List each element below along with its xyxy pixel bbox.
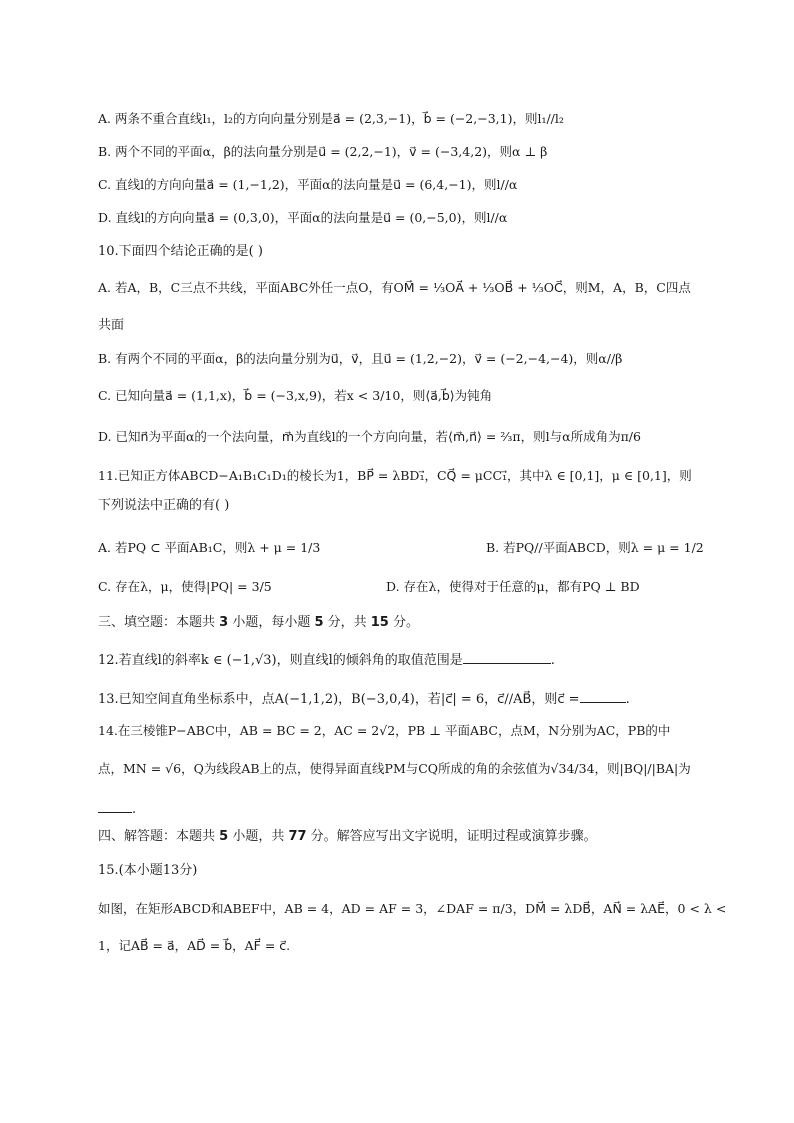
q11-option-d: D. 存在λ，使得对于任意的μ，都有PQ ⊥ BD: [386, 579, 640, 594]
q15-line-2: 1，记AB⃗ = a⃗，AD⃗ = b⃗，AF⃗ = c⃗.: [98, 938, 291, 953]
q10-stem: 10.下面四个结论正确的是( ): [98, 244, 263, 259]
q9-option-c: C. 直线l的方向向量a⃗ = (1,−1,2)，平面α的法向量是u⃗ = (6,4,−1)，则l//α: [98, 177, 518, 192]
q13-answer-blank[interactable]: [580, 688, 626, 703]
q9-option-d: D. 直线l的方向向量a⃗ = (0,3,0)，平面α的法向量是u⃗ = (0,−5,0)，则l//α: [98, 210, 508, 225]
q14-answer-blank[interactable]: [98, 798, 132, 813]
q14-answer: .: [98, 798, 698, 819]
q10-option-b: B. 有两个不同的平面α，β的法向量分别为u⃗，v⃗，且u⃗ = (1,2,−2)，v⃗ = (−2,−4,−4)，则α//β: [98, 351, 623, 366]
q11-stem-cont: 下列说法中正确的有( ): [98, 498, 230, 513]
q15-line-1: 如图，在矩形ABCD和ABEF中，AB = 4，AD = AF = 3，∠DAF = π/3，DM⃗ = λDB⃗，AN⃗ = λAE⃗，0 < λ <: [98, 901, 727, 916]
q12: 12.若直线l的斜率k ∈ (−1,√3)，则直线l的倾斜角的取值范围是 .: [98, 649, 698, 670]
q11-option-c: C. 存在λ，μ，使得|PQ| = 3/5: [98, 579, 272, 594]
q11-options-row-1: [98, 539, 704, 557]
q10-option-d: D. 已知n⃗为平面α的一个法向量，m⃗为直线l的一个方向向量，若⟨m⃗,n⃗⟩ = ⅔π，则l与α所成角为π/6: [98, 429, 641, 444]
q15-head: 15.(本小题13分): [98, 863, 198, 878]
q9-option-b: B. 两个不同的平面α，β的法向量分别是u⃗ = (2,2,−1)，v⃗ = (−3,4,2)，则α ⊥ β: [98, 144, 548, 159]
q10-option-a: A. 若A，B，C三点不共线，平面ABC外任一点O，有OM⃗ = ⅓OA⃗ + ⅓OB⃗ + ⅓OC⃗，则M，A，B，C四点: [98, 280, 691, 295]
section-4-title: 四、解答题：本题共 5 小题，共 77 分。解答应写出文字说明，证明过程或演算步骤。: [98, 829, 597, 844]
q14-line-1: 14.在三棱锥P−ABC中，AB = BC = 2，AC = 2√2，PB ⊥ 平面ABC，点M，N分别为AC，PB的中: [98, 723, 671, 738]
q14-line-2: 点，MN = √6，Q为线段AB上的点，使得异面直线PM与CQ所成的角的余弦值为√34/34，则|BQ|/|BA|为: [98, 761, 691, 776]
q11-stem: 11.已知正方体ABCD−A₁B₁C₁D₁的棱长为1，BP⃗ = λBD₁⃗，CQ⃗ = μCC₁⃗，其中λ ∈ [0,1]，μ ∈ [0,1]，则: [98, 468, 692, 483]
q11-option-a: A. 若PQ ⊂ 平面AB₁C，则λ + μ = 1/3: [98, 540, 321, 555]
q11-option-b: B. 若PQ//平面ABCD，则λ = μ = 1/2: [486, 540, 704, 555]
q9-option-a: A. 两条不重合直线l₁，l₂的方向向量分别是a⃗ = (2,3,−1)，b⃗ = (−2,−3,1)，则l₁//l₂: [98, 111, 564, 126]
q12-answer-blank[interactable]: [463, 649, 551, 664]
q10-option-a-cont: 共面: [98, 318, 125, 333]
q10-option-c: C. 已知向量a⃗ = (1,1,x)，b⃗ = (−3,x,9)，若x < 3/10，则⟨a⃗,b⃗⟩为钝角: [98, 388, 493, 403]
q11-options-row-2: [98, 578, 698, 596]
q13: 13.已知空间直角坐标系中，点A(−1,1,2)，B(−3,0,4)，若|c⃗| = 6，c⃗//AB⃗，则c⃗ = .: [98, 688, 698, 709]
section-3-title: 三、填空题：本题共 3 小题，每小题 5 分，共 15 分。: [98, 615, 419, 630]
